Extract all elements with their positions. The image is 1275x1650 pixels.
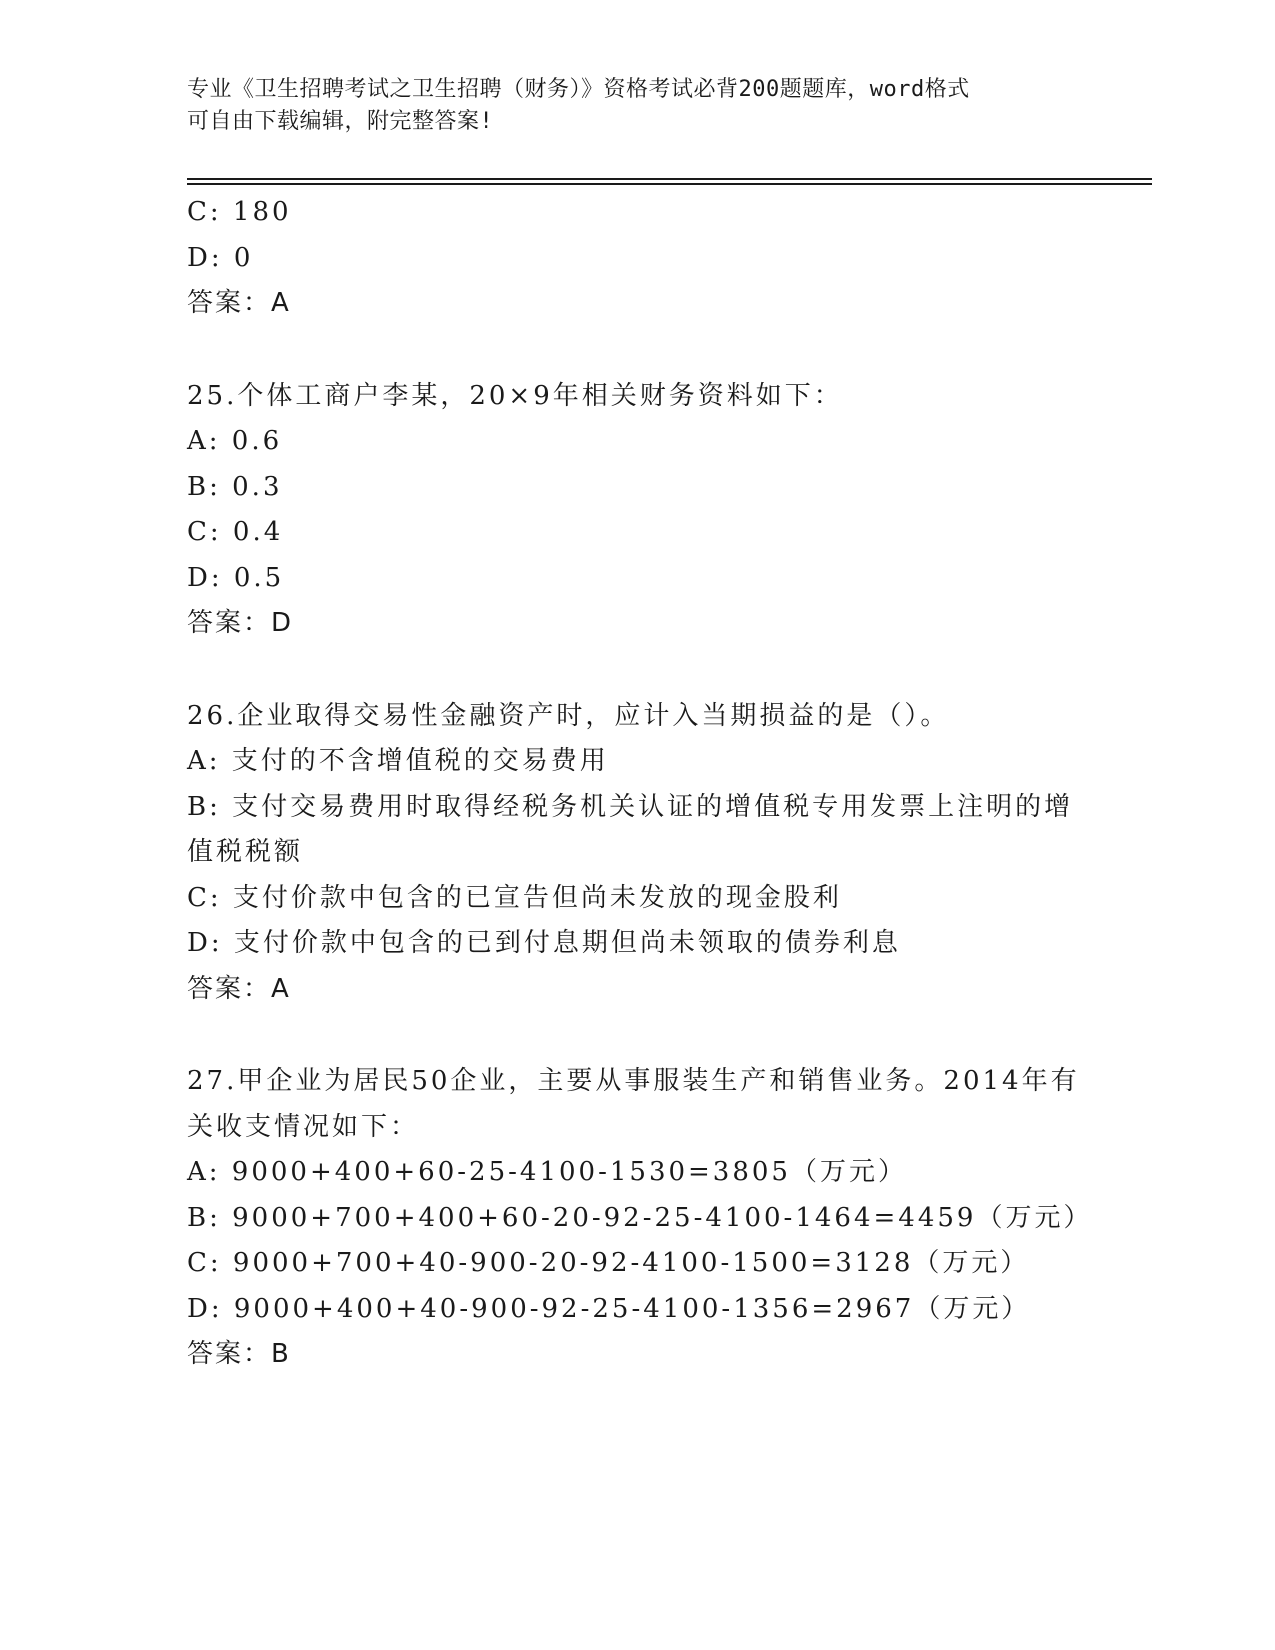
header-title-line-1: 专业《卫生招聘考试之卫生招聘（财务）》资格考试必背200题题库，word格式 [187, 77, 970, 102]
option-d: D: 0.5 [187, 562, 285, 593]
option-d: D: 0 [187, 242, 254, 273]
option-d: D: 9000+400+40-900-92-25-4100-1356=2967（万元） [187, 1293, 1031, 1324]
answer-line: 答案：B [187, 1339, 291, 1369]
question-spacer [187, 327, 1107, 374]
question-stem: 27.甲企业为居民50企业，主要从事服装生产和销售业务。2014年有 [187, 1066, 1080, 1096]
option-a: A: 9000+400+60-25-4100-1530=3805（万元） [187, 1157, 907, 1187]
option-b: B: 0.3 [187, 471, 283, 502]
question-stem-continued: 关收支情况如下： [187, 1111, 420, 1142]
option-b-continued: 值税税额 [187, 837, 304, 867]
answer-line: 答案：A [187, 973, 291, 1004]
header-divider-top [187, 178, 1152, 180]
question-list [187, 190, 1107, 1378]
option-c: C: 0.4 [187, 517, 284, 547]
option-c: C: 支付价款中包含的已宣告但尚未发放的现金股利 [187, 882, 842, 913]
option-c: C: 9000+700+40-900-20-92-4100-1500=3128（万元） [187, 1248, 1030, 1278]
question-24-tail [187, 190, 1107, 327]
option-c: C: 180 [187, 197, 292, 227]
option-a: A: 0.6 [187, 426, 283, 456]
answer-line: 答案：A [187, 288, 291, 318]
option-a: A: 支付的不含增值税的交易费用 [187, 746, 609, 776]
option-d: D: 支付价款中包含的已到付息期但尚未领取的债券利息 [187, 928, 901, 958]
header-divider-bottom [187, 183, 1152, 185]
question-spacer [187, 647, 1107, 694]
document-header [187, 74, 1067, 138]
question-27 [187, 1059, 1107, 1378]
answer-line: 答案：D [187, 608, 294, 638]
header-title-line-2: 可自由下载编辑，附完整答案! [187, 109, 494, 134]
question-25 [187, 374, 1107, 647]
question-stem: 26.企业取得交易性金融资产时，应计入当期损益的是（）。 [187, 700, 950, 731]
question-stem: 25.个体工商户李某，20×9年相关财务资料如下： [187, 380, 843, 411]
option-b: B: 9000+700+400+60-20-92-25-4100-1464=4459（万元） [187, 1202, 1093, 1233]
question-spacer [187, 1012, 1107, 1059]
question-26 [187, 694, 1107, 1013]
option-b: B: 支付交易费用时取得经税务机关认证的增值税专用发票上注明的增 [187, 791, 1074, 822]
